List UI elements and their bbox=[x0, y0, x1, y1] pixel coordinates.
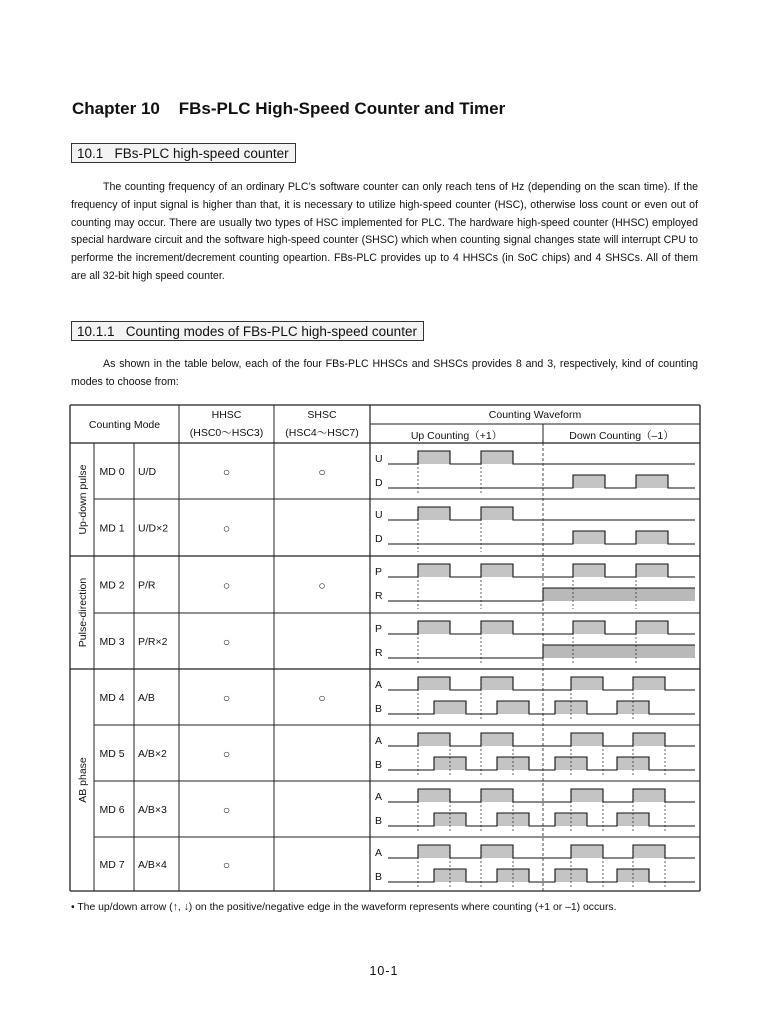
waveform-a-pulse bbox=[571, 733, 603, 746]
waveform-p-pulse bbox=[573, 564, 605, 577]
waveform-a-pulse bbox=[633, 677, 665, 690]
waveform-u-pulse bbox=[481, 507, 513, 520]
signal-label: B bbox=[375, 759, 383, 771]
hhsc-support-mark: ○ bbox=[222, 465, 231, 479]
signal-label: B bbox=[375, 703, 383, 715]
mode-name: U/D×2 bbox=[138, 522, 169, 535]
waveform-a-pulse bbox=[418, 845, 450, 858]
waveform-b-pulse bbox=[434, 701, 466, 714]
shsc-support-mark: ○ bbox=[318, 578, 326, 593]
waveform-a-pulse bbox=[571, 677, 603, 690]
waveform-b bbox=[388, 701, 695, 714]
mode-code: MD 4 bbox=[99, 692, 125, 704]
signal-label: D bbox=[375, 533, 383, 545]
signal-label: B bbox=[375, 871, 383, 883]
signal-label: A bbox=[375, 679, 383, 691]
waveform-direction-high bbox=[543, 645, 695, 658]
section-heading-10-1: 10.1 FBs-PLC high-speed counter bbox=[71, 143, 296, 163]
mode-code: MD 7 bbox=[99, 859, 125, 871]
waveform-d-pulse bbox=[636, 475, 668, 488]
shsc-support-mark: ○ bbox=[318, 465, 326, 479]
signal-label: A bbox=[375, 847, 383, 859]
section-heading-10-1-1: 10.1.1 Counting modes of FBs-PLC high-speed counter bbox=[71, 321, 424, 341]
waveform-p-pulse bbox=[418, 564, 450, 577]
signal-label: P bbox=[375, 566, 383, 578]
waveform-u-pulse bbox=[418, 507, 450, 520]
intro-paragraph-text: The counting frequency of an ordinary PLC’s software counter can only reach tens of Hz (depending on the scan time). If the frequency of input signal is higher than that, it is necessary to utilize high-speed counter (HSC), otherwise loss count or even out of counting may occur. There are usually two types of HSC implemented for PLC. The hardware high-speed counter (HHSC) employed special hardware circuit and the software high-speed counter (SHSC) which when counting signal changes state will interrupt CPU to performe the increment/decrement counting opeartion. FBs-PLC provides up to 4 HHSCs (in SoC chips) and 4 SHSCs. All of them are all 32-bit high speed counter. bbox=[71, 181, 698, 282]
header-shsc-range: (HSC4～HSC7) bbox=[285, 427, 359, 439]
mode-name: A/B×2 bbox=[138, 748, 167, 760]
header-shsc: SHSC bbox=[307, 409, 337, 421]
group-label: Up-down pulse bbox=[77, 464, 89, 535]
mode-code: MD 6 bbox=[99, 804, 125, 816]
hhsc-support-mark: ○ bbox=[222, 747, 231, 761]
waveform-u-pulse bbox=[418, 451, 450, 464]
waveform-a-pulse bbox=[481, 845, 513, 858]
chapter-title: Chapter 10 FBs-PLC High-Speed Counter and Timer bbox=[72, 99, 506, 118]
waveform-a-pulse bbox=[571, 845, 603, 858]
group-label: Pulse-direction bbox=[77, 577, 89, 648]
hhsc-support-mark: ○ bbox=[222, 803, 231, 817]
waveform-d-pulse bbox=[573, 475, 605, 488]
waveform-a-pulse bbox=[633, 733, 665, 746]
hhsc-support-mark: ○ bbox=[222, 521, 231, 536]
page-number: 10-1 bbox=[369, 964, 399, 978]
waveform-p-pulse bbox=[573, 621, 605, 634]
signal-label: R bbox=[375, 647, 383, 659]
waveform-p-pulse bbox=[481, 564, 513, 577]
signal-label: U bbox=[375, 453, 383, 465]
signal-label: A bbox=[375, 735, 383, 747]
group-label: AB phase bbox=[77, 757, 89, 803]
waveform-a-pulse bbox=[481, 789, 513, 802]
waveform-p-pulse bbox=[636, 564, 668, 577]
waveform-d-pulse bbox=[636, 531, 668, 544]
footnote: • The up/down arrow (↑, ↓) on the positive/negative edge in the waveform represents where counting (+1 or –1) occurs. bbox=[71, 902, 617, 913]
mode-name: U/D bbox=[138, 466, 157, 478]
waveform-d-pulse bbox=[573, 531, 605, 544]
hhsc-support-mark: ○ bbox=[222, 858, 231, 872]
hhsc-support-mark: ○ bbox=[222, 578, 231, 593]
header-counting-waveform: Counting Waveform bbox=[488, 409, 582, 421]
mode-name: A/B×3 bbox=[138, 804, 167, 816]
waveform-b bbox=[388, 869, 695, 882]
waveform-a-pulse bbox=[418, 789, 450, 802]
waveform-a-pulse bbox=[418, 677, 450, 690]
waveform-b-pulse bbox=[497, 701, 529, 714]
mode-name: P/R×2 bbox=[138, 636, 168, 648]
shsc-support-mark: ○ bbox=[318, 691, 326, 705]
signal-label: B bbox=[375, 815, 383, 827]
waveform-a-pulse bbox=[418, 733, 450, 746]
modes-paragraph-text: As shown in the table below, each of the four FBs-PLC HHSCs and SHSCs provides 8 and 3, respectively, kind of counting modes to choose from: bbox=[71, 358, 698, 388]
hhsc-support-mark: ○ bbox=[222, 635, 231, 649]
mode-name: A/B×4 bbox=[138, 859, 167, 871]
mode-code: MD 5 bbox=[99, 748, 125, 760]
waveform-direction-high bbox=[543, 588, 695, 601]
waveform-p-pulse bbox=[636, 621, 668, 634]
waveform-p-pulse bbox=[418, 621, 450, 634]
waveform-b bbox=[388, 813, 695, 826]
hhsc-support-mark: ○ bbox=[222, 691, 231, 705]
mode-code: MD 1 bbox=[99, 522, 125, 535]
header-hhsc-range: (HSC0～HSC3) bbox=[189, 427, 264, 439]
mode-code: MD 0 bbox=[99, 466, 125, 478]
waveform-a-pulse bbox=[633, 789, 665, 802]
signal-label: R bbox=[375, 590, 383, 602]
waveform-a-pulse bbox=[633, 845, 665, 858]
mode-name: A/B bbox=[138, 692, 155, 704]
signal-label: D bbox=[375, 477, 383, 489]
header-up-counting: Up Counting（+1） bbox=[410, 430, 503, 442]
signal-label: U bbox=[375, 509, 383, 521]
waveform-a-pulse bbox=[481, 677, 513, 690]
signal-label: A bbox=[375, 791, 383, 803]
waveform-p-pulse bbox=[481, 621, 513, 634]
mode-code: MD 2 bbox=[99, 579, 125, 592]
mode-name: P/R bbox=[138, 579, 156, 592]
signal-label: P bbox=[375, 623, 383, 635]
header-counting-mode: Counting Mode bbox=[88, 419, 161, 431]
header-hhsc: HHSC bbox=[211, 409, 242, 421]
waveform-b bbox=[388, 757, 695, 770]
waveform-a-pulse bbox=[481, 733, 513, 746]
waveform-u-pulse bbox=[481, 451, 513, 464]
waveform-a-pulse bbox=[571, 789, 603, 802]
mode-code: MD 3 bbox=[99, 636, 125, 648]
header-down-counting: Down Counting（–1） bbox=[569, 430, 674, 442]
